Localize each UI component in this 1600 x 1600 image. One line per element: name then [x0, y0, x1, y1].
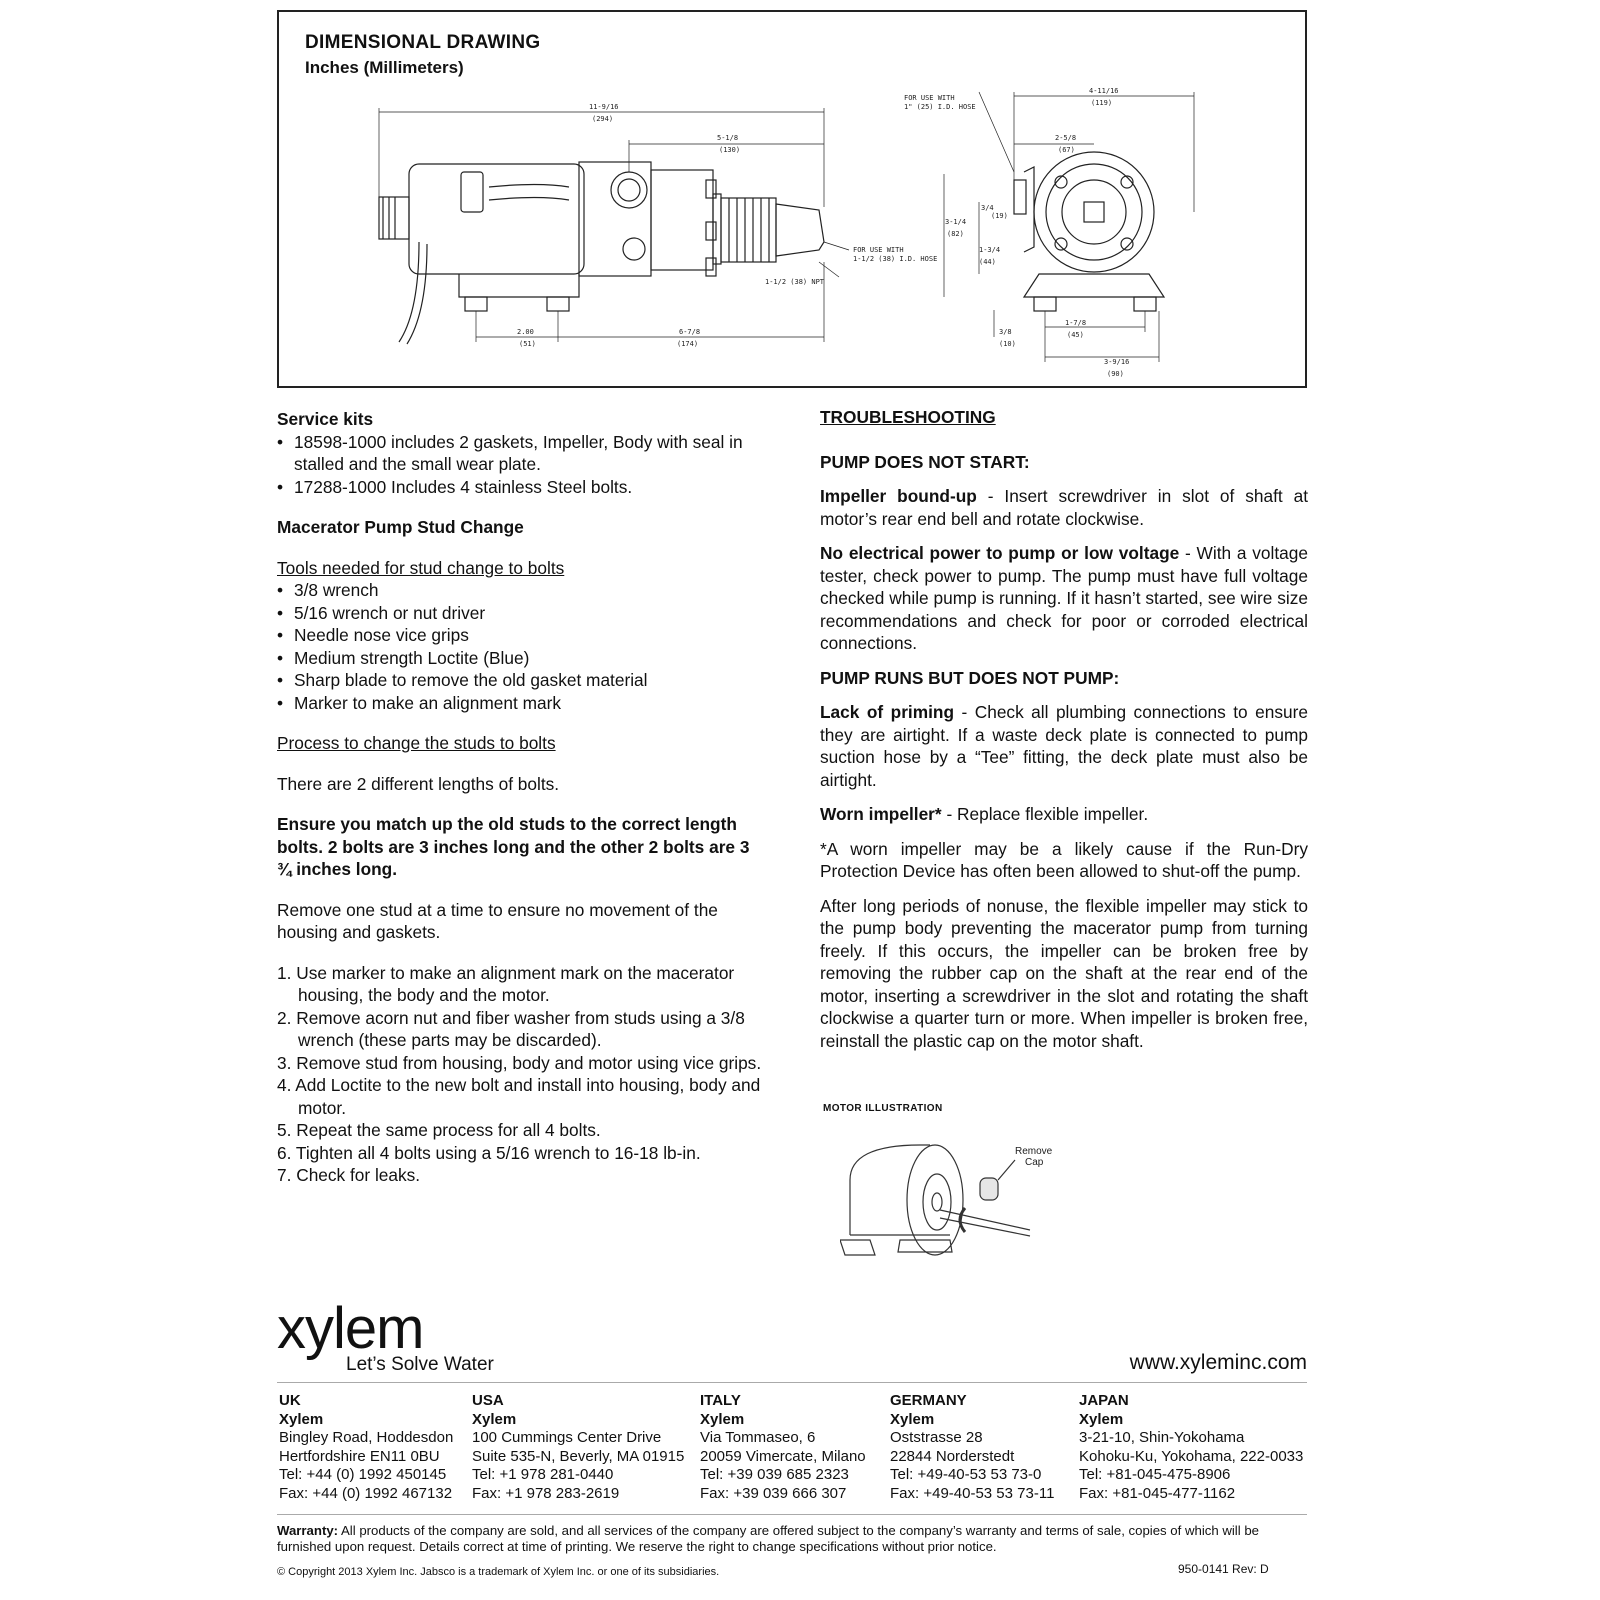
service-kits-heading: Service kits [277, 409, 374, 429]
office-company: Xylem [1079, 1410, 1124, 1428]
dim-h-small-mm: (19) [991, 212, 1008, 220]
list-item: • 5/16 wrench or nut driver [277, 602, 767, 625]
process-steps [277, 962, 767, 1187]
dim-npt: 1-1/2 (38) NPT [765, 278, 825, 286]
office-address-2: Kohoku-Ku, Yokohama, 222-0033 [1079, 1447, 1304, 1465]
office-tel: Tel: +39 039 685 2323 [700, 1466, 849, 1483]
drawing-title: DIMENSIONAL DRAWING [305, 32, 541, 53]
dim-foot-spacing: 1-7/8 [1065, 319, 1087, 327]
office-germany [890, 1392, 1054, 1503]
motor-illustration-title: MOTOR ILLUSTRATION [823, 1103, 943, 1114]
dim-foot: 3/8 [999, 328, 1012, 336]
office-address-1: 100 Cummings Center Drive [472, 1429, 662, 1446]
dim-hose-small-1: FOR USE WITH [904, 94, 955, 102]
office-address-2: Suite 535-N, Beverly, MA 01915 [472, 1447, 685, 1465]
footer-divider [277, 1382, 1307, 1383]
office-fax: Fax: +44 (0) 1992 467132 [279, 1484, 453, 1502]
list-item: • 3/8 wrench [277, 579, 767, 602]
worn-impeller-label: Worn impeller* [820, 804, 942, 824]
bolt-lengths-text: There are 2 different lengths of bolts. [277, 773, 560, 794]
list-item: 7. Check for leaks. [277, 1165, 421, 1185]
dim-overall-length: 11-9/16 [589, 103, 619, 111]
dim-h-mid: 1-3/4 [979, 246, 1001, 254]
list-item: 1. Use marker to make an alignment mark on the macerator housing, the body and the motor. [277, 962, 735, 1005]
warranty-divider [277, 1514, 1307, 1515]
impeller-bound-text: - Insert screwdriver in slot of shaft at motor’s rear end bell and rotate clockwise. [820, 486, 1308, 529]
remove-cap-label-1: Remove [1015, 1146, 1053, 1157]
dim-height-mm: (82) [947, 230, 964, 238]
bolt-length-warning: Ensure you match up the old studs to the correct length bolts. 2 bolts are 3 inches long and the other 2 bolts are 3 ¾ inches long. [277, 814, 750, 879]
list-item: 6. Tighten all 4 bolts using a 5/16 wrench to 16-18 lb-in. [277, 1142, 701, 1163]
office-fax: Fax: +1 978 283-2619 [472, 1484, 620, 1502]
copyright: © Copyright 2013 Xylem Inc. Jabsco is a trademark of Xylem Inc. or one of its subsidiaries. [277, 1566, 720, 1578]
dim-width-mid-mm: (67) [1058, 146, 1075, 154]
office-company: Xylem [279, 1410, 324, 1428]
impeller-bound-paragraph [820, 485, 1308, 530]
dim-base-a-mm: (51) [519, 340, 536, 348]
list-item: 5. Repeat the same process for all 4 bolts. [277, 1120, 601, 1140]
warranty-body: All products of the company are sold, and all services of the company are offered subject to the company’s warranty and terms of sale, copies of which will be furnished upon request. Details correct at time of printing. We reserve the right to change specifications without prior notice. [277, 1523, 1259, 1554]
dim-base-width-mm: (90) [1107, 370, 1124, 378]
dim-foot-spacing-mm: (45) [1067, 331, 1084, 339]
list-item: • 17288-1000 Includes 4 stainless Steel bolts. [277, 476, 767, 499]
list-item: • Needle nose vice grips [277, 624, 767, 647]
process-heading: Process to change the studs to bolts [277, 733, 556, 753]
no-start-heading: PUMP DOES NOT START: [820, 451, 1030, 472]
warranty-label: Warranty: [277, 1523, 339, 1538]
office-company: Xylem [472, 1410, 517, 1428]
worn-impeller-text: - Replace flexible impeller. [941, 804, 1149, 824]
tools-heading: Tools needed for stud change to bolts [277, 557, 565, 578]
dim-head-length: 5-1/8 [717, 134, 739, 142]
list-item: 3. Remove stud from housing, body and motor using vice grips. [277, 1052, 762, 1073]
office-address-2: Hertfordshire EN11 0BU [279, 1447, 440, 1465]
no-power-paragraph [820, 542, 1308, 655]
list-item: 4. Add Loctite to the new bolt and install into housing, body and motor. [277, 1075, 761, 1118]
dim-base-b-mm: (174) [677, 340, 699, 348]
office-tel: Tel: +49-40-53 53 73-0 [890, 1466, 1042, 1483]
dim-h-mid-mm: (44) [979, 258, 996, 266]
dim-width-top-mm: (119) [1091, 99, 1113, 107]
dim-base-b: 6-7/8 [679, 328, 701, 336]
dim-width-top: 4-11/16 [1089, 87, 1119, 95]
dim-head-length-mm: (130) [719, 146, 741, 154]
dim-base-a: 2.00 [517, 328, 534, 336]
dim-base-width: 3-9/16 [1104, 358, 1130, 366]
motor-illustration [840, 1140, 1070, 1270]
dim-width-mid: 2-5/8 [1055, 134, 1077, 142]
dim-hose-small-2: 1" (25) I.D. HOSE [904, 103, 976, 111]
list-item: • Sharp blade to remove the old gasket material [277, 669, 767, 692]
office-address-1: Via Tommaseo, 6 [700, 1429, 816, 1446]
no-power-text: - With a voltage tester, check power to pump. The pump must have full voltage checked while pump is running. If it hasn’t started, see wire size recommendations and check for poor or corroded electrical connections. [820, 543, 1308, 653]
dim-height: 3-1/4 [945, 218, 967, 226]
office-company: Xylem [890, 1410, 935, 1428]
list-item: • 18598-1000 includes 2 gaskets, Impeller, Body with seal in stalled and the small wear plate. [277, 431, 767, 476]
office-fax: Fax: +39 039 666 307 [700, 1484, 847, 1502]
tagline: Let’s Solve Water [346, 1354, 494, 1375]
office-tel: Tel: +44 (0) 1992 450145 [279, 1466, 447, 1483]
service-kits-list [277, 431, 767, 499]
office-country: USA [472, 1392, 504, 1409]
office-address-1: Bingley Road, Hoddesdon [279, 1429, 454, 1446]
impeller-bound-label: Impeller bound-up [820, 486, 977, 506]
office-address-2: 20059 Vimercate, Milano [700, 1447, 866, 1465]
list-item: 2. Remove acorn nut and fiber washer from studs using a 3/8 wrench (these parts may be discarded). [277, 1007, 745, 1050]
priming-paragraph [820, 701, 1308, 791]
office-address-1: Oststrasse 28 [890, 1429, 983, 1446]
tools-list [277, 579, 767, 714]
right-column [820, 406, 1308, 1052]
document-number: 950-0141 Rev: D [1178, 1562, 1269, 1576]
pump-dimension-drawing [279, 12, 1305, 386]
list-item: • Marker to make an alignment mark [277, 692, 767, 715]
office-usa [472, 1392, 684, 1503]
worn-note: *A worn impeller may be a likely cause if the Run-Dry Protection Device has often been allowed to shut-off the pump. [820, 838, 1308, 881]
xylem-logo: xylem [277, 1296, 424, 1361]
office-company: Xylem [700, 1410, 745, 1428]
office-address-2: 22844 Norderstedt [890, 1447, 1015, 1465]
remove-stud-text: Remove one stud at a time to ensure no movement of the housing and gaskets. [277, 899, 718, 942]
office-fax: Fax: +81-045-477-1162 [1079, 1484, 1236, 1502]
dim-overall-length-mm: (294) [592, 115, 614, 123]
dim-h-small: 3/4 [981, 204, 994, 212]
dimensional-drawing-panel [277, 10, 1307, 388]
office-japan [1079, 1392, 1303, 1503]
worn-impeller-paragraph [820, 803, 1308, 826]
stud-change-heading: Macerator Pump Stud Change [277, 517, 524, 537]
warranty-text [277, 1523, 1307, 1555]
office-italy [700, 1392, 866, 1503]
office-address-1: 3-21-10, Shin-Yokohama [1079, 1429, 1245, 1446]
office-country: UK [279, 1392, 301, 1409]
office-fax: Fax: +49-40-53 53 73-11 [890, 1484, 1055, 1502]
priming-label: Lack of priming [820, 702, 955, 722]
office-tel: Tel: +81-045-475-8906 [1079, 1466, 1231, 1483]
dim-hose-large-1: FOR USE WITH [853, 246, 904, 254]
website-link[interactable]: www.xyleminc.com [1129, 1351, 1307, 1374]
troubleshooting-heading: TROUBLESHOOTING [820, 407, 996, 427]
list-item: • Medium strength Loctite (Blue) [277, 647, 767, 670]
priming-text: - Check all plumbing connections to ensure they are airtight. If a waste deck plate is connected to pump suction hose by a “Tee” fitting, the deck plate must also be airtight. [820, 702, 1308, 790]
remove-cap-label-2: Cap [1025, 1157, 1044, 1168]
dim-hose-large-2: 1-1/2 (38) I.D. HOSE [853, 255, 938, 263]
no-power-label: No electrical power to pump or low voltage [820, 543, 1180, 563]
office-country: JAPAN [1079, 1392, 1129, 1409]
office-country: ITALY [700, 1392, 741, 1409]
office-uk [279, 1392, 453, 1503]
dim-foot-mm: (10) [999, 340, 1016, 348]
left-column [277, 408, 767, 1187]
office-tel: Tel: +1 978 281-0440 [472, 1466, 614, 1483]
no-pump-heading: PUMP RUNS BUT DOES NOT PUMP: [820, 667, 1120, 688]
nonuse-paragraph: After long periods of nonuse, the flexible impeller may stick to the pump body preventing the macerator pump from turning freely. If this occurs, the impeller can be broken free by removing the rubber cap on the shaft at the rear end of the motor, inserting a screwdriver in the slot and rotating the shaft clockwise a quarter turn or more. When impeller is broken free, reinstall the plastic cap on the motor shaft. [820, 895, 1308, 1051]
office-country: GERMANY [890, 1392, 967, 1409]
drawing-subtitle: Inches (Millimeters) [305, 58, 464, 77]
